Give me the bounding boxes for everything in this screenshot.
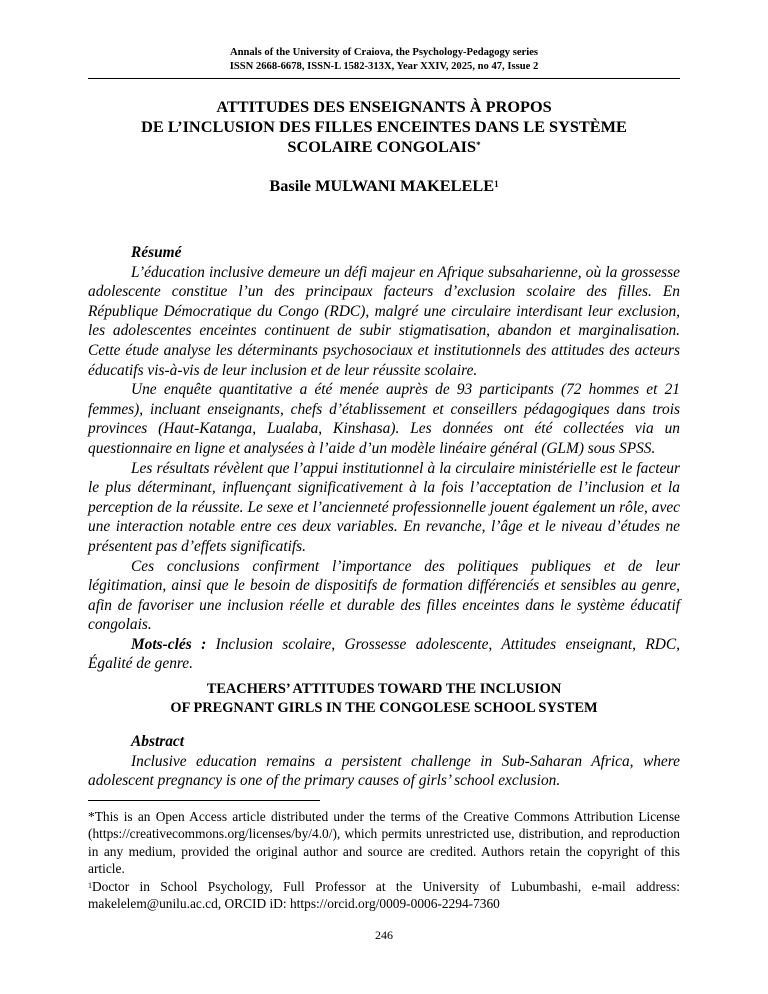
title-line-2: DE L’INCLUSION DES FILLES ENCEINTES DANS LE SYSTÈME (141, 117, 627, 136)
title-line-3-text: SCOLAIRE CONGOLAIS (287, 137, 477, 156)
abstract-paragraph: Inclusive education remains a persistent challenge in Sub-Saharan Africa, where adolescent pregnancy is one of the primary causes of girls’ school exclusion. (88, 752, 680, 790)
resume-paragraph: Les résultats révèlent que l’appui institutionnel à la circulaire ministérielle est le facteur le plus déterminant, influençant significativement à la fois l’acceptation de l’inclusion et la perception de la réussite. Le sexe et l’ancienneté professionnelle jouent également un rôle, avec une interaction notable entre ces deux variables. En revanche, l’âge et le niveau d’études ne présentent pas d’effets significatifs. (88, 459, 680, 555)
title-footnote-mark: * (476, 140, 481, 150)
abstract-section (88, 732, 680, 791)
footnote-license (88, 808, 680, 878)
footnotes (88, 808, 680, 912)
footnote-divider (88, 800, 320, 801)
header-journal-line: Annals of the University of Craiova, the Psychology-Pedagogy series (229, 47, 539, 58)
running-header (88, 46, 680, 74)
keywords-text: Inclusion scolaire, Grossesse adolescente, Attitudes enseignant, RDC, Égalité de genre. (88, 635, 680, 673)
english-title-line-2: OF PREGNANT GIRLS IN THE CONGOLESE SCHOOL SYSTEM (170, 700, 598, 716)
footnote-author (88, 878, 680, 913)
english-title (88, 680, 680, 718)
resume-paragraph: Ces conclusions confirment l’importance des politiques publiques et de leur légitimation, ainsi que le besoin de dispositifs de formation différenciés et sensibles au genre, afin de favoriser une inclusion réelle et durable des filles enceintes dans le système éducatif congolais. (88, 557, 680, 634)
resume-paragraph: L’éducation inclusive demeure un défi majeur en Afrique subsaharienne, où la grossesse adolescente constitue l’un des principaux facteurs d’exclusion scolaire des filles. En République Démocratique du Congo (RDC), malgré une circulaire interdisant leur exclusion, les adolescentes enceintes continuent de subir stigmatisation, abandon et marginalisation. Cette étude analyse les déterminants psychosociaux et institutionnels des attitudes des acteurs éducatifs vis-à-vis de leur inclusion et de leur réussite scolaire. (88, 263, 680, 379)
keywords-label: Mots-clés : (131, 635, 207, 653)
author-line (88, 176, 680, 196)
page-number: 246 (375, 928, 393, 942)
article-title (88, 97, 680, 157)
author-name: Basile MULWANI MAKELELE (269, 176, 495, 195)
abstract-heading: Abstract (131, 733, 185, 750)
keywords-paragraph (88, 635, 680, 674)
footnote-author-mark: 1 (88, 880, 92, 890)
english-title-line-1: TEACHERS’ ATTITUDES TOWARD THE INCLUSION (206, 681, 562, 697)
title-line-1: ATTITUDES DES ENSEIGNANTS À PROPOS (216, 97, 552, 116)
header-divider (88, 78, 680, 79)
footnote-license-mark: * (88, 809, 95, 824)
title-line-3 (88, 137, 680, 157)
header-issn-line: ISSN 2668-6678, ISSN-L 1582-313X, Year XXIV, 2025, no 47, Issue 2 (229, 61, 539, 72)
footnote-license-text: This is an Open Access article distributed under the terms of the Creative Commons Attribution License (https://creativecommons.org/licenses/by/4.0/), which permits unrestricted use, distribution, and reproduction in any medium, provided the original author and source are credited. Authors retain the copyright of this article. (88, 809, 680, 877)
resume-heading: Résumé (131, 244, 182, 261)
footnote-author-text: Doctor in School Psychology, Full Professor at the University of Lubumbashi, e-mail address: makelelem@unilu.ac.cd, ORCID iD: https://orcid.org/0009-0006-2294-7360 (88, 878, 680, 912)
resume-paragraph: Une enquête quantitative a été menée auprès de 93 participants (72 hommes et 21 femmes), incluant enseignants, chefs d’établissement et conseillers pédagogiques dans trois provinces (Haut-Katanga, Lualaba, Kinshasa). Les données ont été collectées via un questionnaire en ligne et analysées à l’aide d’un modèle linéaire général (GLM) sous SPSS. (88, 381, 680, 457)
resume-section (88, 243, 680, 674)
author-footnote-mark: 1 (494, 179, 499, 189)
